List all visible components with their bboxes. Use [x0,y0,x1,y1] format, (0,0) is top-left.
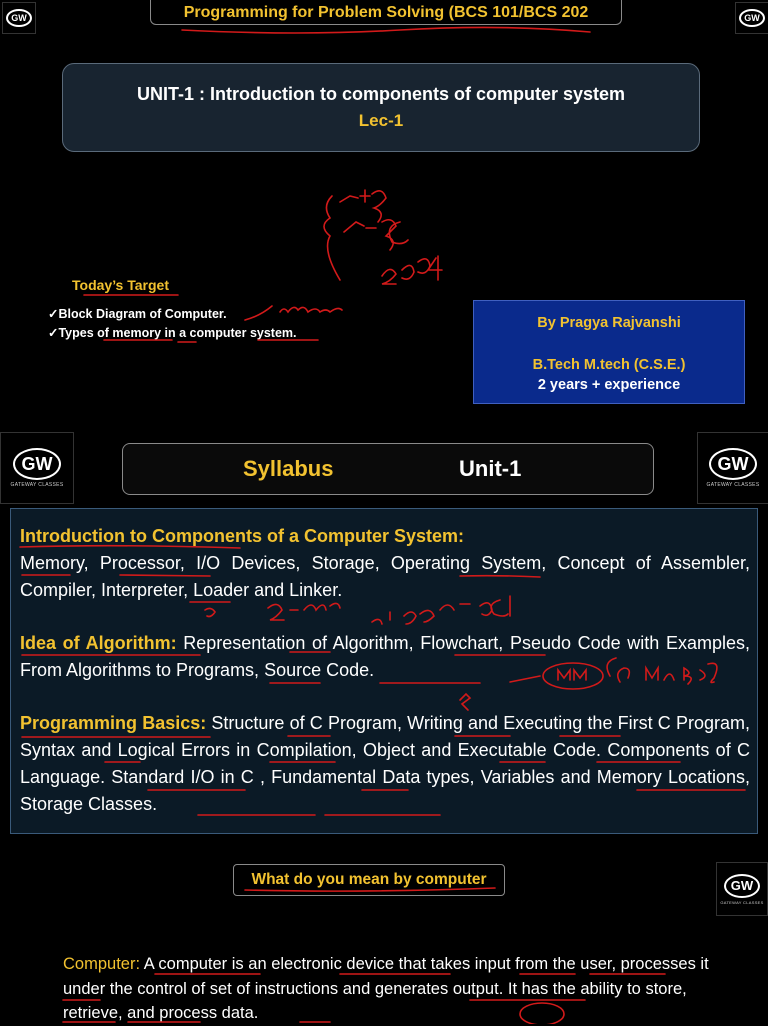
section-body: Representation of Algorithm, Flowchart, Pseudo Code with Examples, From Algorithms to Programs, Source Code. [20,633,750,680]
target-item: ✓Types of memory in a computer system. [48,326,297,340]
section-body: Memory, Processor, I/O Devices, Storage, Operating System, Concept of Assembler, Compiler, Interpreter, Loader and Linker. [20,553,750,600]
unit-title: UNIT-1 : Introduction to components of computer system [136,84,626,104]
section-heading: Idea of Algorithm: [20,633,177,653]
logo-bottom-right [716,862,768,916]
syllabus-label: Syllabus [243,456,334,481]
syllabus-section [20,523,750,604]
logo-subtitle: GATEWAY CLASSES [720,899,764,905]
definition-text: A computer is an electronic device that takes input from the user, processes it under the control of set of instructions and generates output. It has the ability to store, retrieve, and process data. [63,955,709,1022]
author-degree: B.Tech M.tech (C.S.E.) [532,357,686,373]
syllabus-unit: Unit-1 [459,456,522,481]
logo-subtitle: GATEWAY CLASSES [706,482,760,488]
syllabus-content [10,508,758,834]
lecture-label: Lec-1 [358,111,404,130]
definition-term: Computer: [63,955,141,973]
logo-syllabus-right [697,432,768,504]
logo-icon: GW [709,448,757,480]
author-name: By Pragya Rajvanshi [537,315,681,331]
author-experience: 2 years + experience [537,377,681,393]
computer-definition [63,952,713,1026]
course-title: Programming for Problem Solving (BCS 101/BCS 202 [150,0,622,25]
logo-top-left [2,2,36,34]
target-heading: Today’s Target [72,277,169,293]
section-heading: Programming Basics: [20,713,207,733]
unit-title-box [62,63,700,152]
target-item: ✓Block Diagram of Computer. [48,307,227,321]
syllabus-section [20,630,750,684]
logo-syllabus-left [0,432,74,504]
author-box [473,300,745,404]
section-title: What do you mean by computer [233,864,505,896]
logo-icon: GW [6,9,32,27]
section-heading: Introduction to Components of a Computer System: [20,526,464,546]
syllabus-header [122,443,654,495]
logo-top-right [735,2,768,34]
logo-icon: GW [13,448,61,480]
syllabus-section [20,710,750,818]
logo-icon: GW [724,874,760,898]
logo-icon: GW [739,9,765,27]
section-body: Structure of C Program, Writing and Executing the First C Program, Syntax and Logical Errors in Compilation, Object and Executable Code. Components of C Language. Standard I/O in C , Fundamental Data types, Variables and Memory Locations, Storage Classes. [20,713,750,814]
logo-subtitle: GATEWAY CLASSES [10,482,64,488]
